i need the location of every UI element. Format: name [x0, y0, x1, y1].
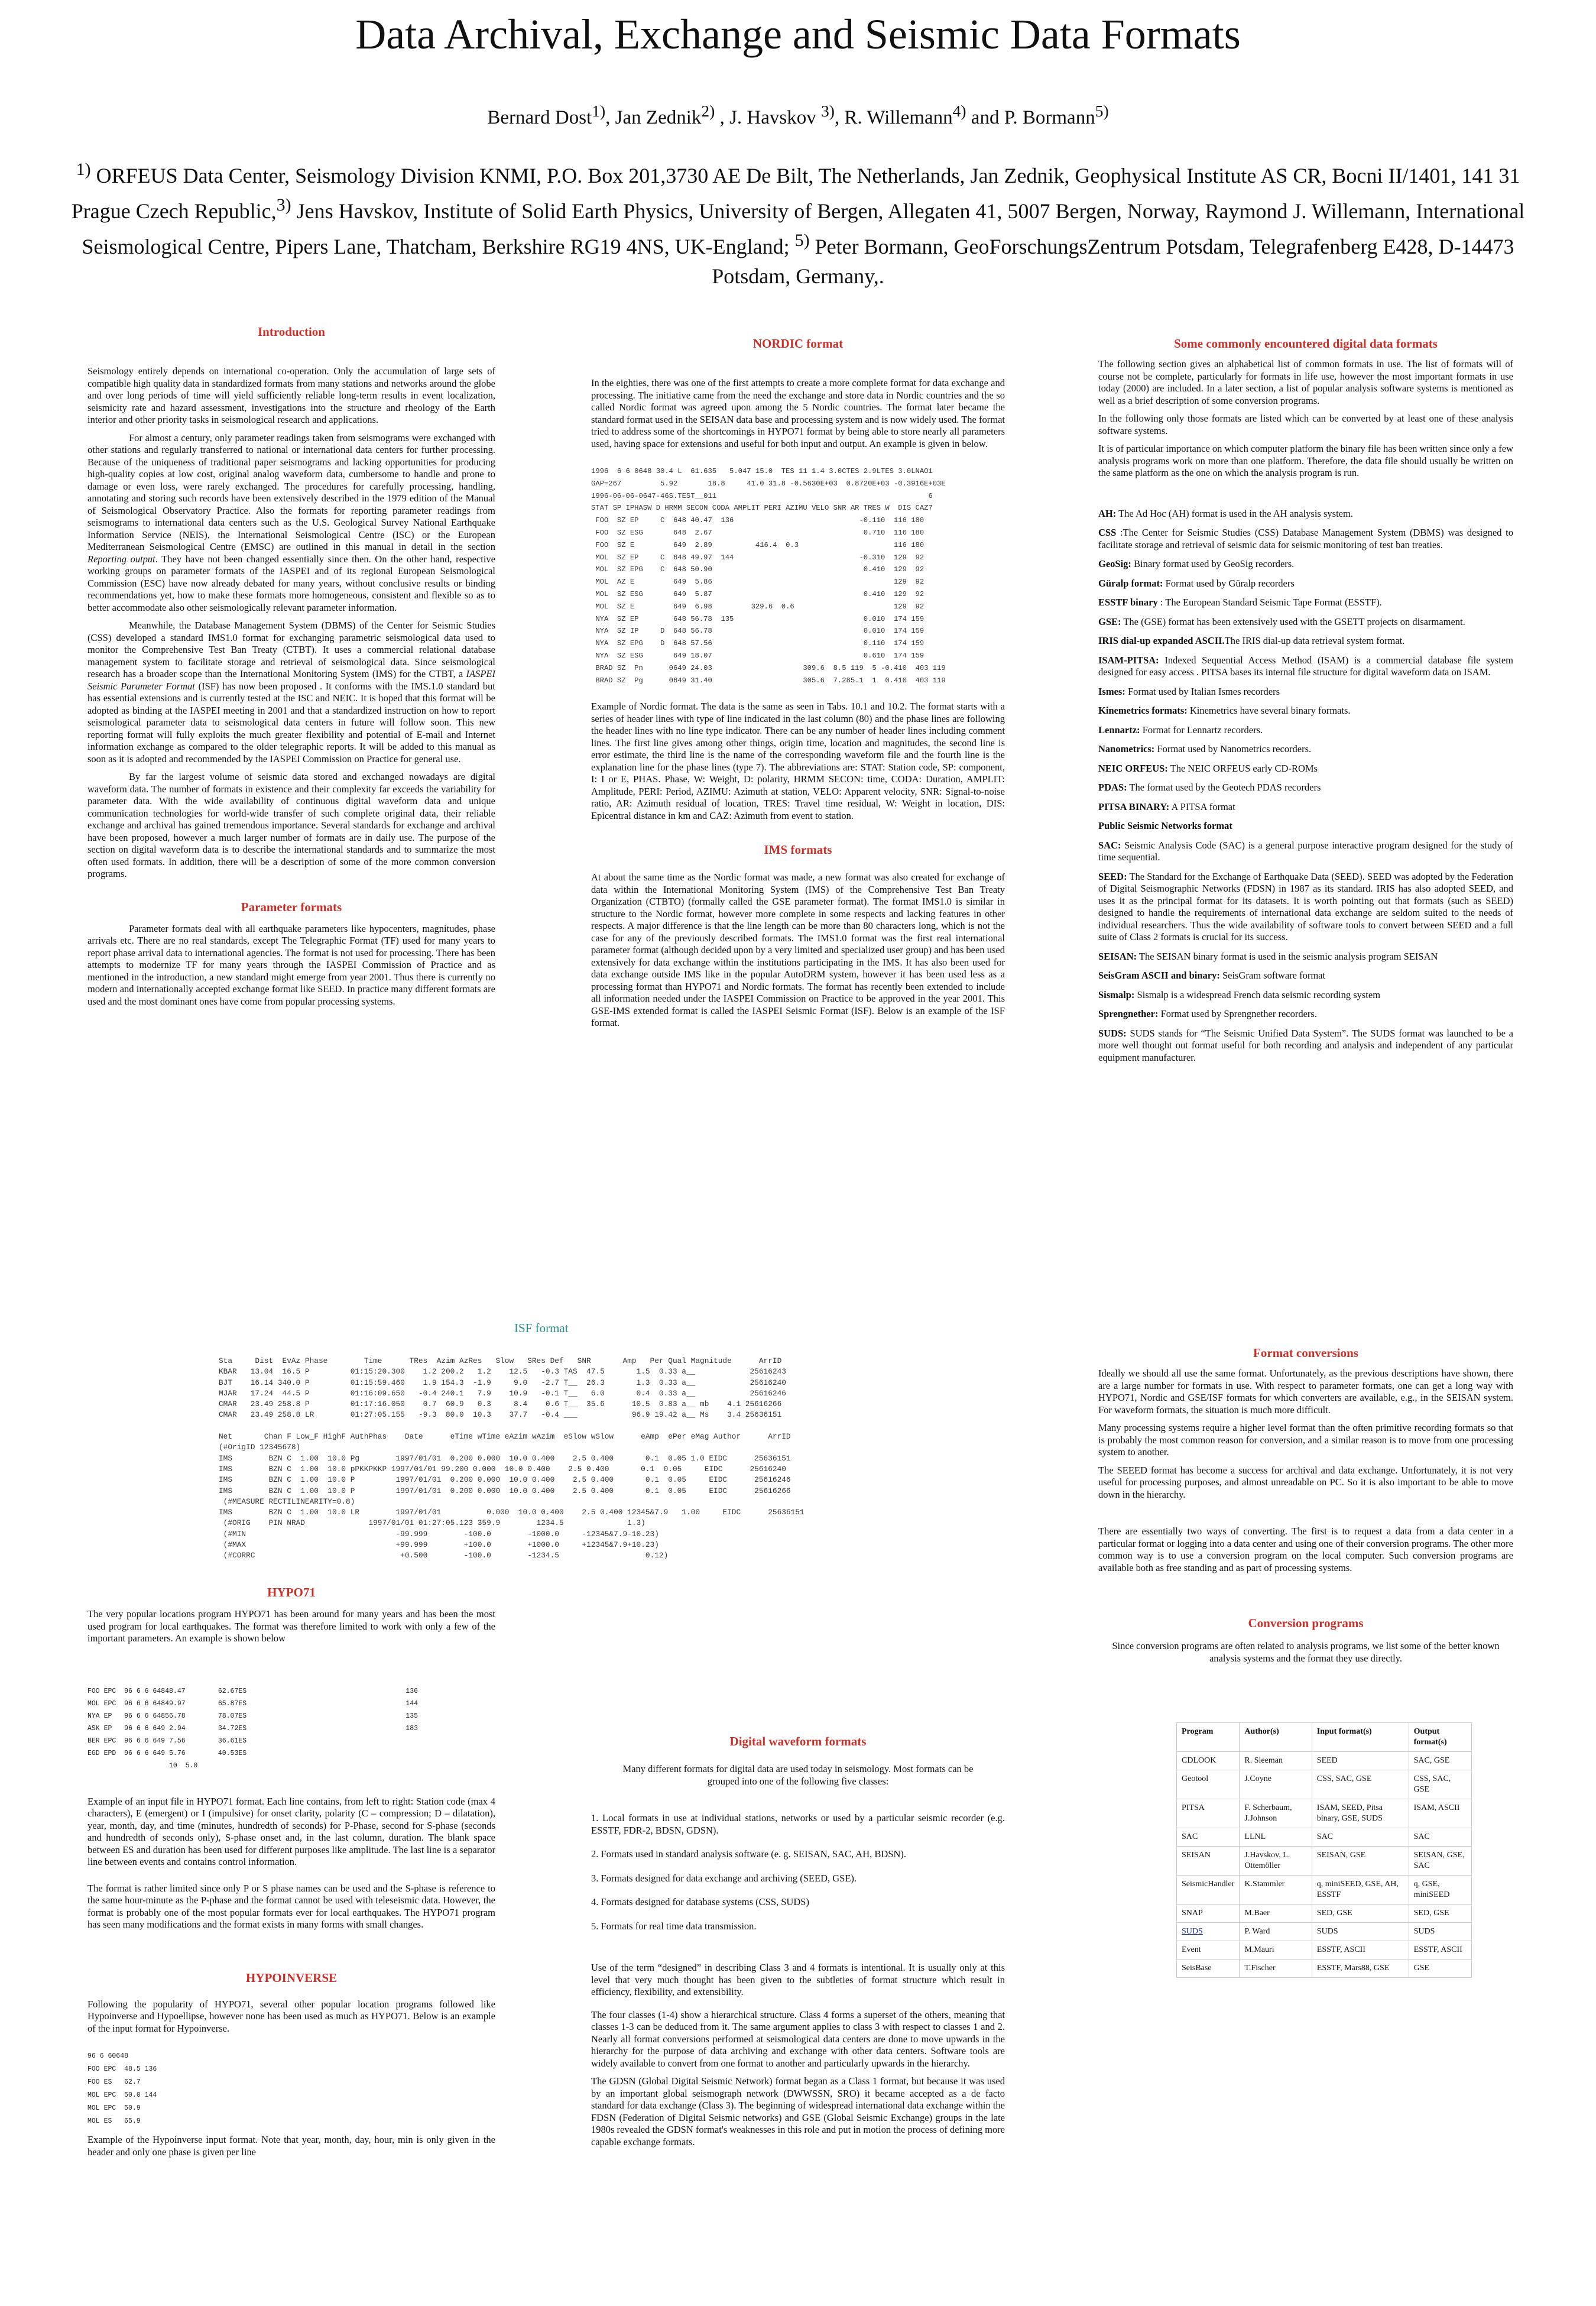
table-header-row: [1177, 1723, 1472, 1752]
introduction-heading: Introduction: [258, 325, 325, 339]
intro-paragraph: Seismology entirely depends on international co-operation. Only the accumulation of large sets of compatible high quality data in standardized formats from many stations and networks around the globe and over long periods of time will yield sufficiently reliable long-term results in event localization, seismicity rate and hazard assessment, investigations into the structure and rheology of the Earth interior and other priority tasks in seismological research and applications.: [87, 365, 495, 425]
format-class-list: [591, 1812, 1005, 1932]
conversions-paragraph: There are essentially two ways of converting. The first is to request a data from a data center in a particular format or logging into a data center and using one of their conversion programs. The other more common way is to use a conversion program on the local computer. Such conversion programs are available both as free standing and as part of processing systems.: [1098, 1526, 1513, 1573]
suds-link[interactable]: SUDS: [1177, 1923, 1240, 1941]
format-class-item: 5. Formats for real time data transmission.: [591, 1920, 757, 1932]
table-row: [1177, 1876, 1472, 1905]
nordic-heading: NORDIC format: [752, 336, 844, 351]
affiliations: $^{1)}$ ORFEUS Data Center, Seismology Division KNMI, P.O. Box 201,3730 AE De Bilt, The Netherlands, Jan Zednik, Geophysical Institute AS CR, Bocni II/1401, 141 31 Prague Czech Republic,$^{3)}$ Jens Havskov, Institute of Solid Earth Physics, University of Bergen, Allegaten 41, 5007 Bergen, Norway, Raymond J. Willemann, International Seismological Centre, Pipers Lane, Thatcham, Berkshire RG19 4NS, UK-England; $^{5)}$ Peter Bormann, GeoForschungsZentrum Potsdam, Telegrafenberg E428, D-14473 Potsdam, Germany,.: [71, 160, 1525, 288]
table-cell: Geotool: [1177, 1770, 1240, 1799]
conversions-paragraph: Ideally we should all use the same format. Unfortunately, as the previous descriptions have shown, there are a large number for formats in use. With respect to parameter formats, one can get a long way with HYPO71, Nordic and GSE/ISF formats for which converters are available, e.g., in the SEISAN system. For waveform formats, the situation is much more difficult.: [1098, 1368, 1513, 1416]
hypoinverse-caption: Example of the Hypoinverse input format. Note that year, month, day, hour, min is only given in the header and only one phase is given per line: [87, 2134, 495, 2158]
waveform-heading: Digital waveform formats: [729, 1734, 867, 1748]
format-class-item: 4. Formats designed for database systems (CSS, SUDS): [591, 1896, 809, 1907]
table-row: [1177, 1847, 1472, 1876]
table-cell: J.Havskov, L. Ottemöller: [1240, 1847, 1312, 1876]
hypo71-paragraph: The very popular locations program HYPO71 has been around for many years and has been the most used program for local earthquakes. The format was therefore limited to work with only a few of the important parameters. An example is shown below: [87, 1608, 495, 1644]
conversions-paragraph: The SEEED format has become a success for archival and data exchange. Unfortunately, it is not very useful for processing purposes, and almost unreadable on PC. So it is also important to be able to move down in the hierarchy.: [1098, 1464, 1513, 1500]
table-cell: ESSTF, ASCII: [1409, 1941, 1471, 1960]
poster-title: Data Archival, Exchange and Seismic Data Formats: [355, 11, 1241, 58]
format-list-item: Ismes: Format used by Italian Ismes recorders: [1098, 685, 1280, 697]
table-row: [1177, 1828, 1472, 1847]
table-row: [1177, 1960, 1472, 1978]
nordic-paragraph: In the eighties, there was one of the first attempts to create a more complete format for data exchange and processing. The initiative came from the need the exchange and store data in Nordic countries and the so called Nordic format was agreed upon among the 5 Nordic countries. The format later became the standard format used in the SEISAN data base and processing system and is now widely used. The format tried to address some of the shortcomings in HYPO71 format by being able to store nearly all parameters used, having space for extensions and useful for both input and output. An example is given in below.: [591, 377, 1005, 449]
hypo71-section: [87, 1585, 495, 2164]
hypo71-heading: HYPO71: [267, 1585, 316, 1599]
table-header-cell: Output format(s): [1409, 1723, 1471, 1752]
format-list-item: SeisGram ASCII and binary: SeisGram software format: [1098, 970, 1326, 981]
table-cell: T.Fischer: [1240, 1960, 1312, 1978]
table-cell: SAC: [1409, 1828, 1471, 1847]
format-list-item: ISAM-PITSA: Indexed Sequential Access Method (ISAM) is a commercial database file system designed for easy access . PITSA bases its internal file structure for digital waveform data on ISAM.: [1098, 654, 1513, 678]
format-list-item: Sprengnether: Format used by Sprengnether recorders.: [1098, 1008, 1317, 1019]
hypo71-caption: Example of an input file in HYPO71 format. Each line contains, from left to right: Station code (max 4 characters), E (emergent) or I (impulsive) for onset clarity, polarity (C – compression; D – dilatation), year, month, day, and time (minutes, hundredth of seconds) for P-Phase, second for S-phase (seconds and hundredth of seconds only), S-phase onset and, in the last column, duration. The blank space between ES and duration has been used for different purposes like amplitude. The last line is a separator line between events and contains control information.: [87, 1795, 495, 1867]
conversion-programs-table: [1176, 1722, 1472, 1978]
nordic-example: 1996 6 6 0648 30.4 L 61.635 5.047 15.0 TES 11 1.4 3.0CTES 2.9LTES 3.0LNAO1 GAP=267 5.92 18.8 41.0 31.8 -0.5630E+03 0.8720E+03 -0.3916E+03E 1996-06-06-0647-46S.TEST__011 6 STAT SP IPHASW D HRMM SECON CODA AMPLIT PERI AZIMU VELO SNR AR TRES W DIS CAZ7 FOO SZ EP C 648 40.47 136 -0.110 116 180 FOO SZ ESG 648 2.67 0.710 116 180 FOO SZ E 649 2.89 416.4 0.3 116 180 MOL SZ EP C 648 49.97 144 -0.310 129 92 MOL SZ EPG C 648 50.90 0.410 129 92 MOL AZ E 649 5.86 129 92 MOL SZ ESG 649 5.87 0.410 129 92 MOL SZ E 649 6.98 329.6 0.6 129 92 NYA SZ EP 648 56.78 135 0.010 174 159 NYA SZ IP D 648 56.78 0.010 174 159 NYA SZ EPG D 648 57.56 0.110 174 159 NYA SZ ESG 649 18.07 0.610 174 159 BRAD SZ Pn 0649 24.03 309.6 8.5 119 5 -0.410 403 119 BRAD SZ Pg 0649 31.40 305.6 7.285.1 1 0.410 403 119: [591, 467, 946, 685]
waveform-paragraph: The GDSN (Global Digital Seismic Network) format began as a Class 1 format, but because it was used by an important global seismograph network (DWWSSN, SRO) it became accepted as a de facto standard for data exchange (Class 3). The beginning of widespread international data exchange within the FDSN (Federation of Digital Seismic networks) and GSE (Global Seismic Exchange) groups in the late 1980s revealed the GDSN format's weaknesses in this role and put in motion the process of defining more capable exchange formats.: [591, 2075, 1005, 2148]
intro-paragraph: By far the largest volume of seismic data stored and exchanged nowadays are digital waveform data. The number of formats in existence and their complexity far exceeds the variability for parameter data. With the wide availability of continuous digital waveform data and unique communication technologies for world-wide transfer of such complete original data, their reliable exchange and archival has gained tremendous importance. Several standards for exchange and archival have been proposed, however a much larger number of formats are in daily use. The purpose of the section on digital waveform data is to describe the international standards and to summarize the most often used formats. In addition, there will be a description of some of the more common conversion programs.: [87, 771, 495, 879]
table-cell: q, GSE, miniSEED: [1409, 1876, 1471, 1905]
table-row: [1177, 1770, 1472, 1799]
waveform-intro: Many different formats for digital data are used today in seismology. Most formats can be grouped into one of the following five classes:: [622, 1763, 974, 1787]
table-cell: CDLOOK: [1177, 1752, 1240, 1770]
table-cell: SNAP: [1177, 1905, 1240, 1923]
table-cell: Event: [1177, 1941, 1240, 1960]
table-header-cell: Program: [1177, 1723, 1240, 1752]
format-class-item: 1. Local formats in use at individual stations, networks or used by a particular seismic recorder (e.g. ESSTF, FDR-2, BDSN, GDSN).: [591, 1812, 1005, 1836]
common-paragraph: The following section gives an alphabetical list of common formats in use. The list of formats will of course not be complete, particularly for formats in life use, however the most important formats in use today (2000) are included. In a later section, a list of popular analysis software systems is mentioned as well as a brief description of some conversion programs.: [1098, 358, 1513, 406]
table-cell: CSS, SAC, GSE: [1312, 1770, 1409, 1799]
table-cell: SUDS: [1312, 1923, 1409, 1941]
waveform-section: [591, 1734, 1005, 2154]
hypoinverse-example: 96 6 60648 FOO EPC 48.5 136 FOO ES 62.7 MOL EPC 50.0 144 MOL EPC 50.9 MOL ES 65.9: [87, 2052, 157, 2125]
format-list-item: SAC: Seismic Analysis Code (SAC) is a general purpose interactive program designed for the study of time sequential.: [1098, 839, 1513, 863]
format-list-item: SEISAN: The SEISAN binary format is used in the seismic analysis program SEISAN: [1098, 950, 1438, 962]
table-header-cell: Input format(s): [1312, 1723, 1409, 1752]
common-paragraph: It is of particular importance on which computer platform the binary file has been written since only a few analysis programs work on more than one platform. Therefore, the data file should usually be written on the same platform as the one on which the analysis program is run.: [1098, 443, 1513, 478]
table-cell: SAC: [1177, 1828, 1240, 1847]
table-cell: SAC, GSE: [1409, 1752, 1471, 1770]
hypo71-paragraph: The format is rather limited since only P or S phase names can be used and the S-phase is reference to the same hour-minute as the P-phase and the format cannot be used with teleseismic data. However, the format is probably one of the most popular formats ever for local earthquakes. The HYPO71 program has seen many modifications and the format exists in many forms with small changes.: [87, 1882, 495, 1930]
table-cell: K.Stammler: [1240, 1876, 1312, 1905]
isf-example: Sta Dist EvAz Phase Time TRes Azim AzRes Slow SRes Def SNR Amp Per Qual Magnitude ArrID KBAR 13.04 16.5 P 01:15:20.300 1.2 200.2 1.2 12.5 -0.3 TAS 47.5 1.5 0.33 a__ 25616243 BJT 16.14 340.0 P 01:15:59.460 1.9 154.3 -1.9 9.0 -2.7 T__ 26.3 1.3 0.33 a__ 25616240 MJAR 17.24 44.5 P 01:16:09.650 -0.4 240.1 7.9 10.9 -0.1 T__ 6.0 0.4 0.33 a__ 25616246 CMAR 23.49 258.8 P 01:17:16.050 0.7 60.9 0.3 8.4 0.6 T__ 35.6 10.5 0.83 a__ mb 4.1 25616266 CMAR 23.49 258.8 LR 01:27:05.155 -9.3 80.0 10.3 37.7 -0.4 ___ 96.9 19.42 a__ Ms 3.4 25636151 Net Chan F Low_F HighF AuthPhas Date eTime wTime eAzim wAzim eSlow wSlow eAmp ePer eMag Author ArrID (#OrigID 12345678) IMS BZN C 1.00 10.0 Pg 1997/01/01 0.200 0.000 10.0 0.400 2.5 0.400 0.1 0.05 1.0 EIDC 25636151 IMS BZN C 1.00 10.0 pPKKPKKP 1997/01/01 99.200 0.000 10.0 0.400 2.5 0.400 0.1 0.05 EIDC 25616240 IMS BZN C 1.00 10.0 P 1997/01/01 0.200 0.000 10.0 0.400 2.5 0.400 0.1 0.05 EIDC 25616246 IMS BZN C 1.00 10.0 P 1997/01/01 0.200 0.000 10.0 0.400 2.5 0.400 0.1 0.05 EIDC 25616266 (#MEASURE RECTILINEARITY=0.8) IMS BZN C 1.00 10.0 LR 1997/01/01 0.000 10.0 0.400 2.5 0.400 12345&7.9 1.00 EIDC 25636151 (#ORIG PIN NRAD 1997/01/01 01:27:05.123 359.9 1234.5 1.3) (#MIN -99.999 -100.0 -1000.0 -12345&7.9-10.23) (#MAX +99.999 +100.0 +1000.0 +12345&7.9+10.23) (#CORRC +0.500 -100.0 -1234.5 0.12): [219, 1356, 805, 1560]
hypoinverse-paragraph: Following the popularity of HYPO71, several other popular location programs followed like Hypoinverse and Hypoellipse, however none has been used as much as HYPO71. Below is an example of the input format for Hypoinverse.: [87, 1998, 495, 2034]
format-list-item: PDAS: The format used by the Geotech PDAS recorders: [1098, 782, 1321, 793]
table-cell: SED, GSE: [1312, 1905, 1409, 1923]
intro-paragraph: Meanwhile, the Database Management System (DBMS) of the Center for Seismic Studies (CSS) developed a standard IMS1.0 format for exchanging parametric seismological data used to monitor the Comprehensive Test Ban Treaty (CTBT). It uses a commercial relational database management system to facilitate storage and retrieval of seismological data. Since seismological research has a broader scope than the International Monitoring System (IMS) for the CTBT, a IASPEI Seismic Parameter Format (ISF) has now been proposed . It conforms with the IMS.1.0 standard but has essential extensions and is currently tested at the ISC and NEIC. It is hoped that this format will be adopted as binding at the IASPEI meeting in 2001 and that a standardized instruction on how to report seismological parameter data to seismological data centers in future will follow soon. This new reporting format will fully exploits the much greater flexibility and potential of E-mail and Internet information exchange as compared to the older telegraphic reports. It will be added to this manual as soon as it is adopted and recommended by the IASPEI Commission on Practice for general use.: [87, 620, 495, 765]
ims-paragraph: At about the same time as the Nordic format was made, a new format was also created for exchange of data within the International Monitoring System (IMS) of the Comprehensive Test Ban Treaty Organization (CTBTO) (formally called the GSE parameter format). The format IMS1.0 is similar in structure to the Nordic format, however more complete in some respects and lacking features in other respects. A major difference is that the line length can be more than 80 characters long, which is not the case for any of the previously described formats. The IMS1.0 format was the first real international parameter format (although decided upon by a very limited and specialized user group) and has been used extensively for data exchange within the institutions participating in the IMS. It has also been used for data exchange outside IMS like in the popular AutoDRM system, however it has been used less as a processing format than HYPO71 and Nordic formats. The format has recently been extended to include all information needed under the IASPEI Commission on Practice to be approved in the year 2001. This GSE-IMS extended format is called the IASPEI Seismic Format (ISF). Below is an example of the ISF format.: [591, 872, 1005, 1029]
table-row: [1177, 1923, 1472, 1941]
format-list-item: SEED: The Standard for the Exchange of Earthquake Data (SEED). SEED was adopted by the Federation of Digital Seismographic Networks (FDSN) in 1987 as its standard. IRIS has also adopted SEED, and uses it as the principal format for its datasets. It is worth pointing out that formats (such as SEED) designed to handle the requirements of international data exchange are seldom suited to the needs of individual researchers. Thus the wide availability of software tools to convert between SEED and a full suite of Class 2 formats is crucial for its success.: [1098, 870, 1513, 943]
table-row: [1177, 1941, 1472, 1960]
hypo71-example: FOO EPC 96 6 6 64848.47 62.67ES 136 MOL EPC 96 6 6 64849.97 65.87ES 144 NYA EP 96 6 6 64856.78 78.07ES 135 ASK EP 96 6 6 649 2.94 34.72ES 183 BER EPC 96 6 6 649 7.56 36.61ES EGD EPD 96 6 6 649 5.76 40.53ES 10 5.0: [87, 1687, 418, 1770]
format-list-item: PITSA BINARY: A PITSA format: [1098, 801, 1235, 812]
nordic-caption: Example of Nordic format. The data is the same as seen in Tabs. 10.1 and 10.2. The format starts with a series of header lines with type of line indicated in the last column (80) and the phase lines are following the header lines with no line type indicator. There can be any number of header lines including comment lines. The first line gives among other things, origin time, location and magnitudes, the second line is error estimate, the third line is the name of the corresponding waveform file and the fourth line is the explanation line for the phase lines (type 7). The abbreviations are: STAT: Station code, SP: component, I: I or E, PHAS. Phase, W: Weight, D: polarity, HRMM SECON: time, CODA: Duration, AMPLIT: Amplitude, PERI: Period, AZIMU: Azimuth at station, VELO: Apparent velocity, SNR: Signal-to-noise ratio, AR: Azimuth residual of location, TRES: Travel time residual, W: Weight in location, DIS: Epicentral distance in km and CAZ: Azimuth from event to station.: [591, 701, 1005, 821]
table-cell: GSE: [1409, 1960, 1471, 1978]
format-list-item: ESSTF binary : The European Standard Seismic Tape Format (ESSTF).: [1098, 597, 1382, 608]
table-cell: SeismicHandler: [1177, 1876, 1240, 1905]
common-formats-section: [1098, 336, 1513, 1071]
table-cell: LLNL: [1240, 1828, 1312, 1847]
format-conversions-heading: Format conversions: [1253, 1346, 1358, 1360]
format-list-item: CSS :The Center for Seismic Studies (CSS) Database Management System (DBMS) was designed to facilitate storage and retrieval of seismic data for seismic monitoring of test ban treaties.: [1098, 527, 1513, 550]
table-cell: P. Ward: [1240, 1923, 1312, 1941]
waveform-paragraph: The four classes (1-4) show a hierarchical structure. Class 4 forms a superset of the others, meaning that classes 1-3 can be deduced from it. The same argument applies to class 3 with respect to classes 1 and 2. Nearly all format conversions performed at seismological data centers are done to move upwards in the hierarchy for the purpose of data archiving and exchange with other data centers. Software tools are widely available to convert from one format to another and particularly upwards in the hierarchy.: [591, 2009, 1005, 2069]
format-list-item: Güralp format: Format used by Güralp recorders: [1098, 577, 1295, 589]
isf-section: [87, 1320, 1092, 1562]
table-cell: ISAM, ASCII: [1409, 1799, 1471, 1828]
table-cell: F. Scherbaum, J.Johnson: [1240, 1799, 1312, 1828]
table-cell: M.Mauri: [1240, 1941, 1312, 1960]
format-list-item: GeoSig: Binary format used by GeoSig recorders.: [1098, 558, 1295, 569]
format-class-item: 2. Formats used in standard analysis software (e. g. SEISAN, SAC, AH, BDSN).: [591, 1848, 907, 1860]
hypoinverse-heading: HYPOINVERSE: [245, 1970, 338, 1985]
format-list-item: GSE: The (GSE) format has been extensively used with the GSETT projects on disarmament.: [1098, 616, 1465, 627]
nordic-section: [591, 336, 1005, 1035]
ims-heading: IMS formats: [764, 843, 832, 857]
format-list-item: AH: The Ad Hoc (AH) format is used in the AH analysis system.: [1098, 507, 1353, 519]
introduction-section: [87, 324, 495, 1013]
table-cell: SeisBase: [1177, 1960, 1240, 1978]
format-list-item: IRIS dial-up expanded ASCII.The IRIS dial-up data retrieval system format.: [1098, 635, 1405, 646]
author-list: Bernard Dost$^{1)}$, Jan Zednik$^{2)}$ , J. Havskov $^{3)}$, R. Willemann$^{4)}$ and P. Bormann$^{5)}$: [487, 102, 1109, 128]
table-cell: SUDS: [1409, 1923, 1471, 1941]
format-list: [1098, 508, 1513, 1064]
intro-paragraph: For almost a century, only parameter readings taken from seismograms were exchanged with other stations and regularly transferred to national or international data centers for further processing. Because of the uniqueness of traditional paper seismograms and lacking opportunities for producing high-quality copies at low cost, original analog waveform data, cumbersome to handle and prone to damage or even loss, were rarely exchanged. The procedures for carefully processing, handling, annotating and storing such records have been extensively described in the 1979 edition of the Manual of Seismological Observatory Practice. Also the formats for reporting parameter readings from seismograms to international data centers such as the U.S. Geological Survey National Earthquake Information Service (NEIS), the International Seismological Centre (ISC) or the European Mediterranean Seismological Centre (EMSC) are outlined in this manual in detail in the section Reporting output. They have not been changed essentially since then. On the other hand, respective working groups on parameter formats of the IASPEI and of its regional European Seismological Commission (ESC) have now already debated for many years, without conclusive results or binding recommendations yet, how to make these formats more homogeneous, consistent and flexible so as to better accommodate also other seismologically relevant parameter information.: [87, 432, 495, 613]
common-formats-heading: Some commonly encountered digital data formats: [1174, 336, 1438, 351]
table-header-cell: Author(s): [1240, 1723, 1312, 1752]
table-cell: PITSA: [1177, 1799, 1240, 1828]
programs-paragraph: Since conversion programs are often related to analysis programs, we list some of the better known analysis systems and the format they use directly.: [1112, 1640, 1500, 1664]
table-cell: CSS, SAC, GSE: [1409, 1770, 1471, 1799]
table-cell: SEISAN, GSE: [1312, 1847, 1409, 1876]
parameter-paragraph: Parameter formats deal with all earthquake parameters like hypocenters, magnitudes, phase arrivals etc. There are no real standards, except The Telegraphic Format (TF) used for many years to report phase arrival data to international agencies. The format is not used for processing. There has been attempts to modernize TF for many years through the IASPEI Commission of Practice and as mentioned in the introduction, a new standard might emerge from year 2001. Thus there is currently no modern and internationally accepted exchange format like SEED. In practice many different formats are used and the most dominant ones have come from popular processing systems.: [87, 922, 495, 1007]
format-list-item: Sismalp: Sismalp is a widespread French data seismic recording system: [1098, 989, 1381, 1000]
table-cell: ESSTF, Mars88, GSE: [1312, 1960, 1409, 1978]
format-list-item: Lennartz: Format for Lennartz recorders.: [1098, 724, 1263, 736]
isf-heading: ISF format: [514, 1321, 569, 1335]
table-row: [1177, 1752, 1472, 1770]
table-row: [1177, 1799, 1472, 1828]
format-list-item: NEIC ORFEUS: The NEIC ORFEUS early CD-ROMs: [1098, 762, 1318, 774]
format-list-item: Public Seismic Networks format: [1098, 820, 1232, 831]
format-list-item: SUDS: SUDS stands for “The Seismic Unified Data System”. The SUDS format was launched to be a more well thought out format useful for both recording and analysis and independent of any particular equipment manufacturer.: [1098, 1027, 1513, 1063]
table-cell: ESSTF, ASCII: [1312, 1941, 1409, 1960]
parameter-formats-heading: Parameter formats: [241, 899, 342, 914]
table-cell: SED, GSE: [1409, 1905, 1471, 1923]
table-row: [1177, 1905, 1472, 1923]
table-cell: SEED: [1312, 1752, 1409, 1770]
conversions-paragraph: Many processing systems require a higher level format than the often primitive recording formats so that is probably the most common reason for conversion, and a similar reason is to move from one processing system to another.: [1098, 1422, 1513, 1458]
table-cell: ISAM, SEED, Pitsa binary, GSE, SUDS: [1312, 1799, 1409, 1828]
conversion-programs-heading: Conversion programs: [1248, 1616, 1364, 1630]
conversions-section: [1098, 1345, 1513, 1978]
waveform-paragraph: Use of the term “designed” in describing Class 3 and 4 formats is intentional. It is usually only at this level that very much thought has been given to the subtleties of format structure which result in efficiency, flexibility, and extensibility.: [591, 1962, 1005, 1997]
format-list-item: Nanometrics: Format used by Nanometrics recorders.: [1098, 743, 1312, 754]
format-class-item: 3. Formats designed for data exchange and archiving (SEED, GSE).: [591, 1872, 857, 1884]
table-cell: M.Baer: [1240, 1905, 1312, 1923]
common-paragraph: In the following only those formats are listed which can be converted by at least one of these analysis software systems.: [1098, 413, 1513, 436]
table-cell: SEISAN, GSE, SAC: [1409, 1847, 1471, 1876]
table-cell: SAC: [1312, 1828, 1409, 1847]
table-cell: q, miniSEED, GSE, AH, ESSTF: [1312, 1876, 1409, 1905]
table-cell: J.Coyne: [1240, 1770, 1312, 1799]
table-cell: R. Sleeman: [1240, 1752, 1312, 1770]
table-cell: SEISAN: [1177, 1847, 1240, 1876]
format-list-item: Kinemetrics formats: Kinemetrics have several binary formats.: [1098, 705, 1351, 716]
